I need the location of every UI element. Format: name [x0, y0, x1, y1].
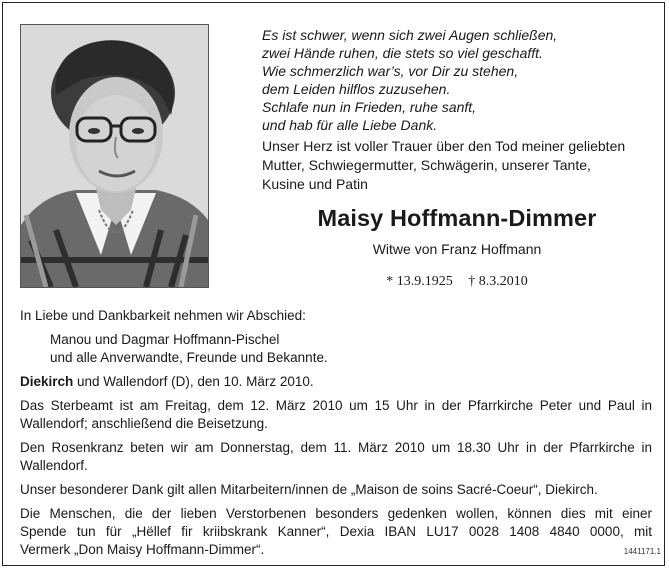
deceased-subtitle: Witwe von Franz Hoffmann	[372, 241, 542, 257]
rosary-line: Den Rosenkranz beten wir am Donnerstag, dem 11. März 2010 um 18.30 Uhr in der Pfarrkirche in	[20, 440, 652, 455]
poem-line: zwei Hände ruhen, die stets so viel geschafft.	[262, 45, 543, 61]
donation-line: Die Menschen, die der lieben Verstorbenen besonders gedenken wollen, können dies mit einer	[20, 506, 652, 521]
notice-body	[20, 307, 652, 559]
reference-number: 1441171.1	[623, 547, 661, 556]
portrait-photo	[20, 24, 209, 288]
place-date-rest: und Wallendorf (D), den 10. März 2010.	[73, 374, 314, 389]
poem-line: Wie schmerzlich war’s, vor Dir zu stehen,	[262, 63, 519, 79]
poem-line: Es ist schwer, wenn sich zwei Augen schließen,	[262, 27, 558, 43]
donation-line: Spende tun für „Hëllef fir kriibskrank Kanner“, Dexia IBAN LU17 0028 1408 4840 0000, mit	[20, 524, 652, 539]
deceased-name: Maisy Hoffmann-Dimmer	[317, 205, 597, 231]
intro-line: Kusine und Patin	[262, 176, 368, 192]
intro-text	[262, 137, 652, 194]
poem-line: dem Leiden hilflos zuzusehen.	[262, 81, 451, 97]
farewell-line: In Liebe und Dankbarkeit nehmen wir Abschied:	[20, 308, 306, 323]
funeral-line: Wallendorf; anschließend die Beisetzung.	[20, 416, 268, 431]
thanks-line: Unser besonderer Dank gilt allen Mitarbeitern/innen de „Maison de soins Sacré-Coeur“, Diekirch.	[20, 482, 598, 497]
place-date-line	[20, 373, 652, 391]
intro-line: Mutter, Schwiegermutter, Schwägerin, unserer Tante,	[262, 157, 591, 173]
intro-line: Unser Herz ist voller Trauer über den Tod meiner geliebten	[262, 138, 626, 154]
mourner-line: und alle Anverwandte, Freunde und Bekannte.	[50, 350, 328, 365]
death-date: † 8.3.2010	[468, 274, 528, 289]
mourner-line: Manou und Dagmar Hoffmann-Pischel	[50, 332, 280, 347]
poem	[262, 26, 652, 134]
life-dates	[262, 273, 652, 291]
poem-line: und hab für alle Liebe Dank.	[262, 117, 438, 133]
poem-line: Schlafe nun in Frieden, ruhe sanft,	[262, 99, 477, 115]
birth-date: * 13.9.1925	[386, 274, 453, 289]
donation-line: Vermerk „Don Maisy Hoffmann-Dimmer“.	[20, 542, 265, 557]
rosary-line: Wallendorf.	[20, 458, 88, 473]
place-name: Diekirch	[20, 374, 74, 389]
funeral-line: Das Sterbeamt ist am Freitag, dem 12. März 2010 um 15 Uhr in der Pfarrkirche Peter und Paul in	[20, 398, 652, 413]
